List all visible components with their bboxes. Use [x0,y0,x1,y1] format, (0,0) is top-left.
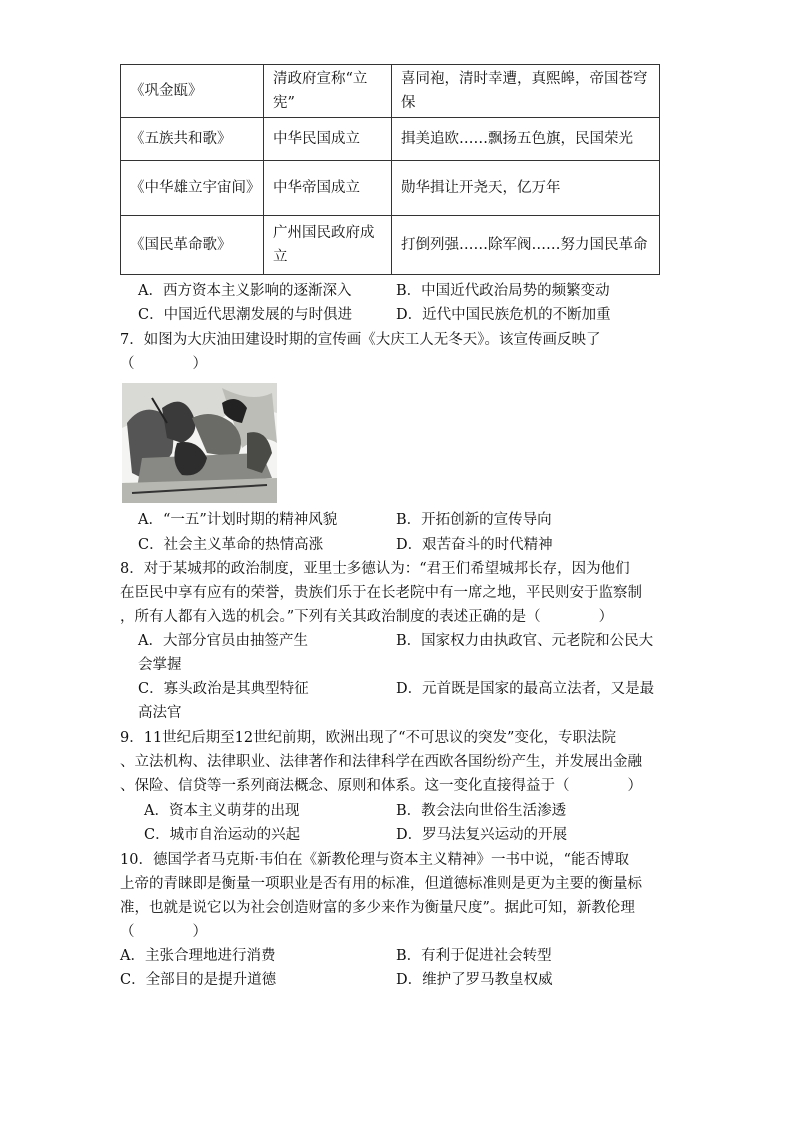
table-cell: 中华帝国成立 [264,161,392,216]
q7-option-d[interactable]: D．艰苦奋斗的时代精神 [396,537,553,553]
q9-option-b[interactable]: B．教会法向世俗生活渗透 [396,803,567,819]
q6-option-d[interactable]: D．近代中国民族危机的不断加重 [396,307,611,323]
table-row [121,161,660,216]
table-cell: 《巩金瓯》 [121,65,264,118]
q8-option-d-cont: 高法官 [138,705,182,721]
q7-option-b[interactable]: B．开拓创新的宣传导向 [396,512,552,528]
q10-stem-line2: 上帝的青睐即是衡量一项职业是否有用的标准，但道德标准则是更为主要的衡量标 [120,876,642,892]
q7-answer-paren: （ ） [120,356,207,372]
q7-option-c[interactable]: C．社会主义革命的热情高涨 [138,537,324,553]
q9-option-d[interactable]: D．罗马法复兴运动的开展 [396,827,568,843]
table-cell: 打倒列强……除军阀……努力国民革命 [392,216,660,275]
table-cell: 《五族共和歌》 [121,118,264,161]
q8-stem-line3: ，所有人都有入选的机会。”下列有关其政治制度的表述正确的是（ ） [120,609,614,625]
q9-stem-line1: 9．11世纪后期至12世纪前期，欧洲出现了“不可思议的突发”变化，专职法院 [120,730,616,746]
q6-option-a[interactable]: A．西方资本主义影响的逐渐深入 [138,283,352,299]
q10-answer-paren: （ ） [120,924,207,940]
q8-option-c[interactable]: C．寡头政治是其典型特征 [138,681,309,697]
q10-stem-line3: 准，也就是说它以为社会创造财富的多少来作为衡量尺度”。据此可知，新教伦理 [120,900,635,916]
table-cell: 广州国民政府成立 [264,216,392,275]
table-row [121,216,660,275]
q8-option-a[interactable]: A．大部分官员由抽签产生 [138,633,308,649]
table-cell: 清政府宣称“立宪” [264,65,392,118]
q8-option-d[interactable]: D．元首既是国家的最高立法者，又是最 [396,681,655,697]
q9-stem-line2: 、立法机构、法律职业、法律著作和法律科学在西欧各国纷纷产生，并发展出金融 [120,754,642,770]
q8-stem-line2: 在臣民中享有应有的荣誉，贵族们乐于在长老院中有一席之地，平民则安于监察制 [120,585,642,601]
q7-stem: 7．如图为大庆油田建设时期的宣传画《大庆工人无冬天》。该宣传画反映了 [120,332,601,348]
table-row [121,118,660,161]
q9-option-a[interactable]: A．资本主义萌芽的出现 [144,803,300,819]
table-cell: 喜同袍，清时幸遭，真熙皞，帝国苍穹保 [392,65,660,118]
q9-option-c[interactable]: C．城市自治运动的兴起 [144,827,301,843]
q10-stem-line1: 10．德国学者马克斯·韦伯在《新教伦理与资本主义精神》一书中说，“能否博取 [120,852,629,868]
q6-option-c[interactable]: C．中国近代思潮发展的与时俱进 [138,307,353,323]
propaganda-poster-image [122,383,277,503]
q7-option-a[interactable]: A．“一五”计划时期的精神风貌 [138,512,338,528]
table-cell: 《中华雄立宇宙间》 [121,161,264,216]
table-cell: 中华民国成立 [264,118,392,161]
q8-option-b-cont: 会掌握 [138,657,182,673]
q6-option-b[interactable]: B．中国近代政治局势的频繁变动 [396,283,610,299]
table-cell: 揖美追欧……飘扬五色旗，民国荣光 [392,118,660,161]
q10-option-c[interactable]: C．全部目的是提升道德 [120,972,277,988]
q8-stem-line1: 8．对于某城邦的政治制度，亚里士多德认为：“君王们希望城邦长存，因为他们 [120,561,630,577]
q10-option-b[interactable]: B．有利于促进社会转型 [396,948,552,964]
q8-option-b[interactable]: B．国家权力由执政官、元老院和公民大 [396,633,654,649]
table-cell: 《国民革命歌》 [121,216,264,275]
song-table [120,64,660,275]
table-cell: 勋华揖让开尧天，亿万年 [392,161,660,216]
q10-option-d[interactable]: D．维护了罗马教皇权威 [396,972,553,988]
q10-option-a[interactable]: A．主张合理地进行消费 [120,948,276,964]
q9-stem-line3: 、保险、信贷等一系列商法概念、原则和体系。这一变化直接得益于（ ） [120,778,642,794]
table-row [121,65,660,118]
